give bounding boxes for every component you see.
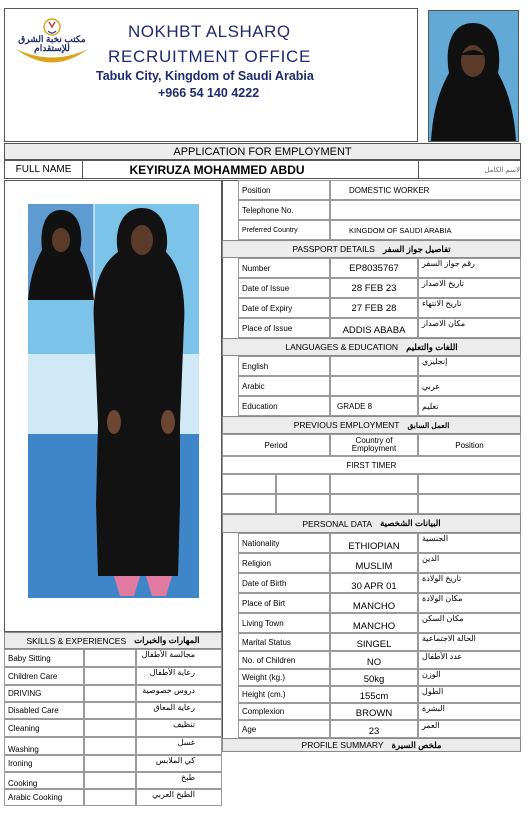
office-name: NOKHBT ALSHARQ <box>128 22 291 41</box>
position-column-header: Position <box>418 434 521 456</box>
nationality-value: ETHIOPIAN <box>330 533 418 553</box>
full-name-value: KEYIRUZA MOHAMMED ABDU <box>129 162 305 177</box>
complexion-label: Complexion <box>238 703 330 720</box>
personal-data-header <box>222 514 521 533</box>
employment-row-1-d <box>418 474 521 494</box>
skill-driving-value <box>84 685 136 702</box>
employment-row-2-b <box>276 494 330 514</box>
full-name-label: FULL NAME <box>5 161 83 178</box>
skills-title-ar: المهارات والخبرات <box>134 635 200 645</box>
skill-baby-sitting-ar: مجالسة الأطفال <box>136 649 222 667</box>
birth-date-value: 30 APR 01 <box>330 573 418 593</box>
english-label: English <box>238 356 330 376</box>
skill-washing-ar: غسل <box>136 737 222 755</box>
expiry-date-value: 27 FEB 28 <box>330 298 418 318</box>
first-timer-note: FIRST TIMER <box>222 456 521 474</box>
height-label: Height (cm.) <box>238 686 330 703</box>
age-ar: العمر <box>418 720 521 738</box>
place-of-issue-ar: مكان الاصدار <box>418 318 521 338</box>
skill-arabic-cooking-value <box>84 789 136 806</box>
skill-cleaning: Cleaning <box>4 719 84 737</box>
weight-ar: الوزن <box>418 669 521 686</box>
skill-washing-value <box>84 737 136 755</box>
skill-children-care-value <box>84 667 136 685</box>
english-value <box>330 356 418 376</box>
position-value: DOMESTIC WORKER <box>330 180 521 200</box>
previous-employment-title: PREVIOUS EMPLOYMENT <box>293 420 400 430</box>
office-location: Tabuk City, Kingdom of Saudi Arabia <box>96 69 314 83</box>
office-phone: +966 54 140 4222 <box>158 86 260 100</box>
education-label: Education <box>238 396 330 416</box>
skill-children-care-ar: رعاية الأطفال <box>136 667 222 685</box>
religion-value: MUSLIM <box>330 553 418 573</box>
age-value: 23 <box>330 720 418 738</box>
place-of-issue-value: ADDIS ABABA <box>330 318 418 338</box>
passport-number-ar: رقم جواز السفر <box>418 258 521 278</box>
position-label: Position <box>238 180 330 200</box>
children-value: NO <box>330 651 418 669</box>
previous-employment-title-ar: العمل السابق <box>407 420 450 430</box>
languages-title: LANGUAGES & EDUCATION <box>285 342 399 352</box>
arabic-label: Arabic <box>238 376 330 396</box>
skills-header <box>4 632 222 649</box>
skill-baby-sitting: Baby Sitting <box>4 649 84 667</box>
marital-status-ar: الحالة الاجتماعية <box>418 633 521 651</box>
birth-place-ar: مكان الولادة <box>418 593 521 613</box>
height-ar: الطول <box>418 686 521 703</box>
nationality-label: Nationality <box>238 533 330 553</box>
education-value: GRADE 8 <box>330 396 418 416</box>
nationality-ar: الجنسية <box>418 533 521 553</box>
complexion-ar: البشرة <box>418 703 521 720</box>
skill-cooking-ar: طبخ <box>136 772 222 789</box>
personal-data-title: PERSONAL DATA <box>302 518 373 529</box>
skill-cooking-value <box>84 772 136 789</box>
languages-section-header <box>222 338 521 356</box>
religion-label: Religion <box>238 553 330 573</box>
skill-disabled-care: Disabled Care <box>4 702 84 719</box>
office-type: RECRUITMENT OFFICE <box>108 47 312 66</box>
employment-row-1-a <box>222 474 276 494</box>
marital-status-label: Marital Status <box>238 633 330 651</box>
birth-date-label: Date of Birth <box>238 573 330 593</box>
employment-row-2-c <box>330 494 418 514</box>
application-title: APPLICATION FOR EMPLOYMENT <box>4 143 521 160</box>
employment-row-2-a <box>222 494 276 514</box>
arabic-ar: عربي <box>418 376 521 396</box>
living-town-ar: مكان السكن <box>418 613 521 633</box>
logo-arabic-text: مكتب نخبة الشرق للإستقدام <box>18 34 86 53</box>
country-column-header: Country of Employment <box>330 434 418 456</box>
issue-date-ar: تاريخ الاصدار <box>418 278 521 298</box>
personal-data-title-ar: البيانات الشخصية <box>380 518 441 528</box>
expiry-date-ar: تاريخ الانتهاء <box>418 298 521 318</box>
english-ar: إنجليزي <box>418 356 521 376</box>
skill-driving: DRIVING <box>4 685 84 702</box>
skill-baby-sitting-value <box>84 649 136 667</box>
living-town-value: MANCHO <box>330 613 418 633</box>
telephone-label: Telephone No. <box>238 200 330 220</box>
skill-ironing-ar: كي الملابس <box>136 755 222 772</box>
issue-date-label: Date of Issue <box>238 278 330 298</box>
height-value: 155cm <box>330 686 418 703</box>
telephone-value <box>330 200 521 220</box>
living-town-label: Living Town <box>238 613 330 633</box>
place-of-issue-label: Place of Issue <box>238 318 330 338</box>
skill-driving-ar: دروس خصوصية <box>136 685 222 702</box>
skill-washing: Washing <box>4 737 84 755</box>
passport-title: PASSPORT DETAILS <box>292 244 375 254</box>
issue-date-value: 28 FEB 23 <box>330 278 418 298</box>
skill-arabic-cooking-ar: الطبخ العربي <box>136 789 222 806</box>
period-column-header: Period <box>222 434 330 456</box>
skills-title: SKILLS & EXPERIENCES <box>26 635 127 646</box>
skill-cleaning-ar: تنظيف <box>136 719 222 737</box>
profile-summary-header <box>222 738 521 752</box>
previous-employment-header <box>222 416 521 434</box>
birth-date-ar: تاريخ الولادة <box>418 573 521 593</box>
arabic-value <box>330 376 418 396</box>
skill-ironing-value <box>84 755 136 772</box>
passport-section-header <box>222 240 521 258</box>
employment-row-1-b <box>276 474 330 494</box>
marital-status-value: SINGEL <box>330 633 418 651</box>
languages-title-ar: اللغات والتعليم <box>406 341 458 352</box>
preferred-country-label: Preferred Country <box>238 220 330 240</box>
skill-cooking: Cooking <box>4 772 84 789</box>
birth-place-value: MANCHO <box>330 593 418 613</box>
weight-label: Weight (kg.) <box>238 669 330 686</box>
skill-disabled-care-ar: رعاية المعاق <box>136 702 222 719</box>
passport-title-ar: تفاصيل جواز السفر <box>382 243 451 254</box>
skill-children-care: Children Care <box>4 667 84 685</box>
weight-value: 50kg <box>330 669 418 686</box>
religion-ar: الدين <box>418 553 521 573</box>
expiry-date-label: Date of Expiry <box>238 298 330 318</box>
profile-summary-title-ar: ملخص السيرة <box>391 739 442 750</box>
passport-number-label: Number <box>238 258 330 278</box>
skill-disabled-care-value <box>84 702 136 719</box>
skill-ironing: Ironing <box>4 755 84 772</box>
education-ar: تعليم <box>418 396 521 416</box>
skill-arabic-cooking: Arabic Cooking <box>4 789 84 806</box>
profile-summary-title: PROFILE SUMMARY <box>301 740 384 750</box>
age-label: Age <box>238 720 330 738</box>
passport-number-value: EP8035767 <box>330 258 418 278</box>
passport-photo <box>428 10 519 142</box>
skill-cleaning-value <box>84 719 136 737</box>
complexion-value: BROWN <box>330 703 418 720</box>
employment-row-2-d <box>418 494 521 514</box>
employment-row-1-c <box>330 474 418 494</box>
company-logo <box>10 16 94 66</box>
children-ar: عدد الأطفال <box>418 651 521 669</box>
full-body-photo <box>28 204 199 598</box>
children-label: No. of Children <box>238 651 330 669</box>
preferred-country-value: KINGDOM OF SAUDI ARABIA <box>330 220 521 240</box>
full-name-arabic: لاسم الكامل <box>418 161 520 178</box>
birth-place-label: Place of Birt <box>238 593 330 613</box>
